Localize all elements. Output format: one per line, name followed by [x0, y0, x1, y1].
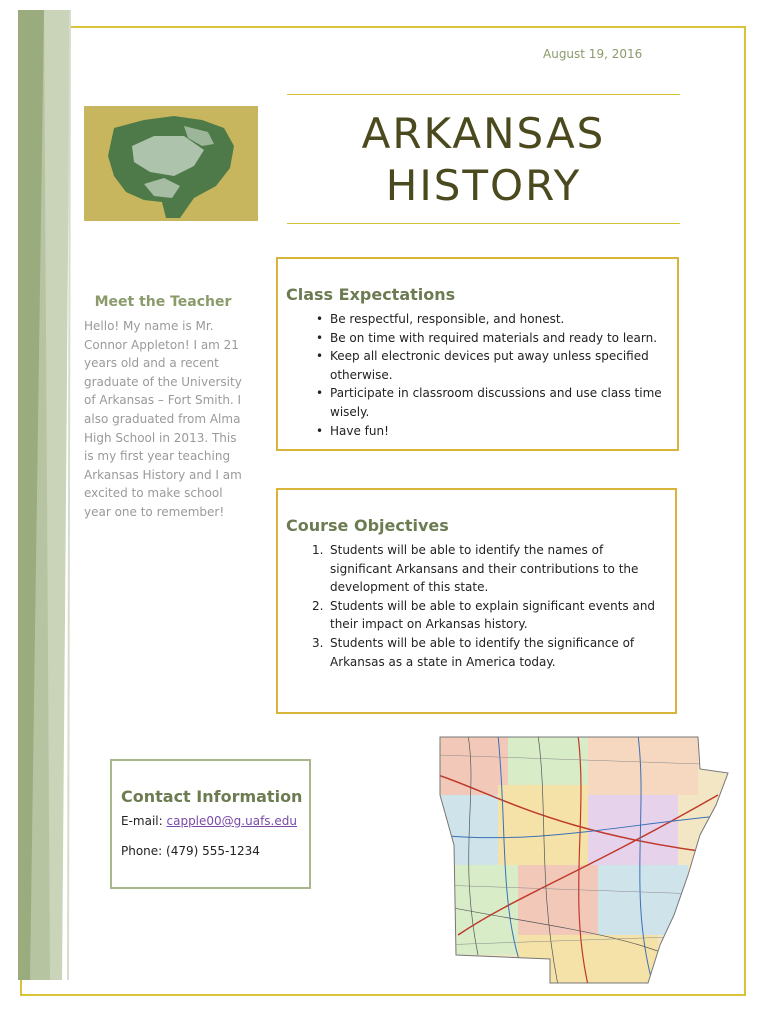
expectations-list — [286, 310, 666, 440]
teacher-bio: Hello! My name is Mr. Connor Appleton! I am 21 years old and a recent graduate of the University of Arkansas – Fort Smith. I also graduated from Alma High School in 2013. This is my first year teaching Arkansas History and I am excited to make school year one to remember! — [84, 319, 242, 519]
objectives-list — [286, 541, 656, 671]
contact-card — [110, 759, 311, 889]
list-item: • Have fun! — [286, 422, 666, 441]
class-expectations-heading: Class Expectations — [286, 285, 456, 304]
course-objectives-card — [276, 488, 677, 714]
list-item: 3. Students will be able to identify the significance of Arkansas as a state in America today. — [312, 635, 635, 669]
date: August 19, 2016 — [543, 47, 643, 61]
sidebar-decoration — [0, 0, 80, 1024]
meet-teacher-heading: Meet the Teacher — [94, 294, 232, 310]
list-item: • Be respectful, responsible, and honest. — [286, 310, 666, 329]
bullet-icon: • — [316, 349, 324, 364]
bullet-icon: • — [316, 423, 324, 438]
title-rule-bottom — [287, 223, 680, 224]
list-item: • Participate in classroom discussions and use class time wisely. — [316, 386, 662, 419]
bullet-icon: • — [316, 312, 324, 326]
bullet-icon: • — [316, 330, 324, 345]
email-link[interactable]: capple00@g.uafs.edu — [166, 814, 297, 828]
phone-text: Phone: (479) 555-1234 — [121, 844, 260, 858]
arkansas-state-logo-icon — [84, 106, 258, 221]
list-item: 2. Students will be able to explain significant events and their impact on Arkansas history. — [312, 598, 656, 632]
list-item: • Be on time with required materials and ready to learn. — [286, 329, 666, 348]
list-item: 1. Students will be able to identify the names of significant Arkansans and their contributions to the development of this state. — [312, 543, 639, 595]
class-expectations-card — [276, 257, 679, 451]
title-line-2: HISTORY — [385, 161, 582, 210]
course-objectives-heading: Course Objectives — [286, 516, 449, 535]
arkansas-road-map-icon — [438, 735, 730, 985]
email-row: E-mail: capple00@g.uafs.edu — [121, 814, 297, 828]
bullet-icon: • — [316, 386, 324, 401]
title-line-1: ARKANSAS — [361, 109, 606, 158]
title-rule-top — [287, 94, 680, 95]
list-item: • Keep all electronic devices put away unless specified otherwise. — [316, 349, 649, 382]
contact-heading: Contact Information — [121, 787, 303, 806]
page-title — [287, 108, 680, 212]
